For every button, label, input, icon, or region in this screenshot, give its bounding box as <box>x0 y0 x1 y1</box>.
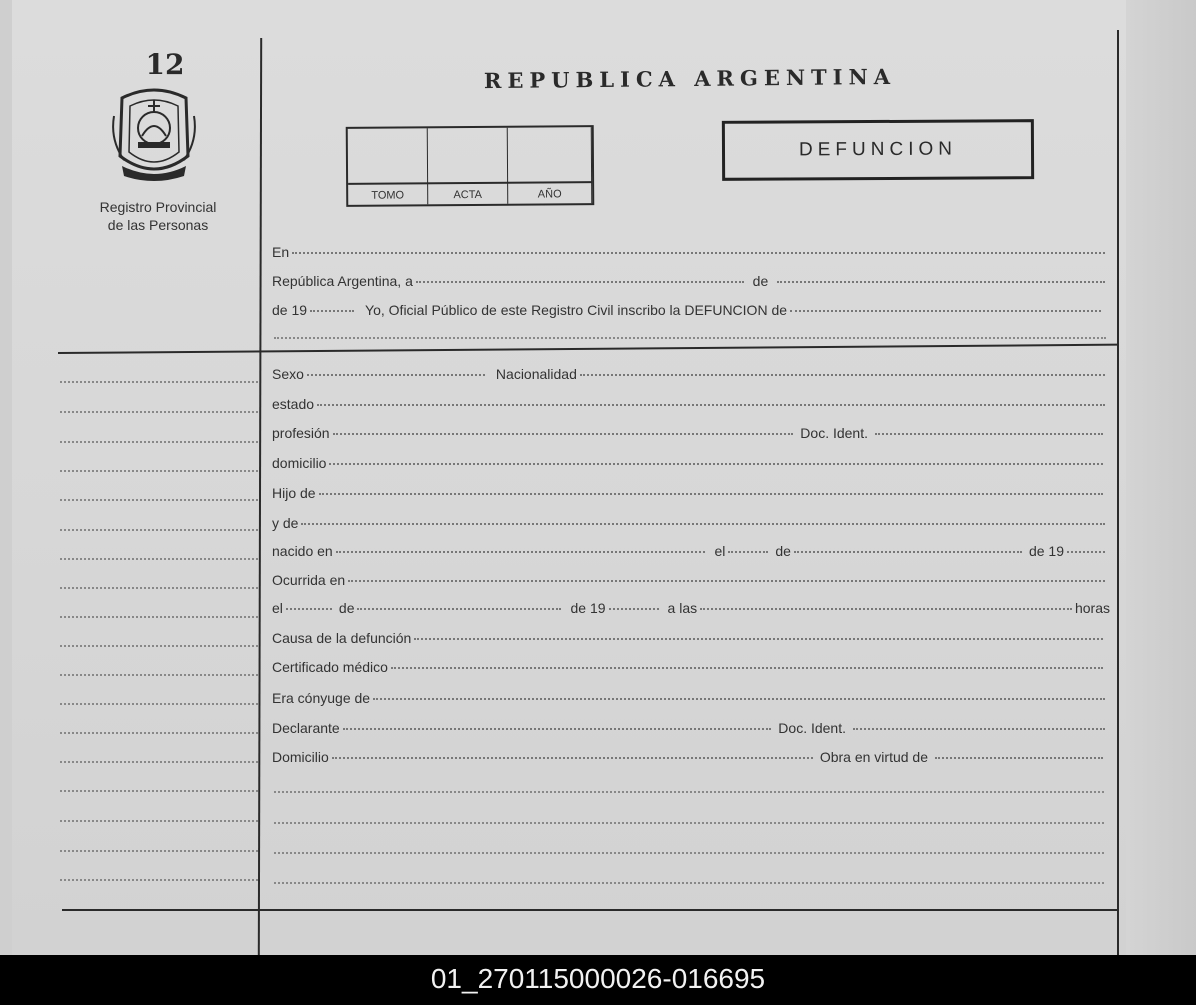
row-causa[interactable] <box>272 630 1106 648</box>
act-type-box <box>722 119 1034 181</box>
row-estado[interactable] <box>272 396 1108 414</box>
row-hijo-de[interactable] <box>272 485 1106 503</box>
domicilio-label: domicilio <box>272 455 327 471</box>
declarante-blank[interactable] <box>343 727 772 730</box>
tomo-label: TOMO <box>371 189 405 202</box>
margin-note-line[interactable] <box>60 380 258 383</box>
acta-label: ACTA <box>453 188 483 202</box>
continuation-blank-line[interactable] <box>274 851 1104 854</box>
province-emblem <box>108 86 200 186</box>
continuation-blank-line[interactable] <box>274 881 1104 884</box>
ocurrida-en-label: Ocurrida en <box>272 572 346 588</box>
domicilio2-blank[interactable] <box>332 756 813 759</box>
intro-inscription-text: Yo, Oficial Público de este Registro Civil inscribo la DEFUNCION de <box>365 302 788 318</box>
nacido-en-blank[interactable] <box>336 550 706 553</box>
declarante-label: Declarante <box>272 720 340 736</box>
margin-note-line[interactable] <box>60 878 258 881</box>
left-column-divider <box>258 38 262 955</box>
continuation-blank-line[interactable] <box>274 790 1104 793</box>
acta-cell[interactable] <box>428 128 509 205</box>
nacido-mes-blank[interactable] <box>794 550 1022 553</box>
intro-line-inscription[interactable] <box>272 302 1104 320</box>
a-las-label: a las <box>667 600 698 616</box>
intro-de-label: de <box>752 273 769 289</box>
profesion-blank[interactable] <box>333 432 794 435</box>
fecha-dia-blank[interactable] <box>286 607 332 610</box>
nacido-el-label: el <box>714 543 726 559</box>
act-type-label: DEFUNCION <box>798 138 958 161</box>
declarante-doc-label: Doc. Ident. <box>778 720 846 736</box>
margin-note-line[interactable] <box>60 731 258 734</box>
fecha-de19-label: de 19 <box>570 600 606 616</box>
sexo-blank[interactable] <box>307 373 485 376</box>
conyuge-label: Era cónyuge de <box>272 690 371 706</box>
margin-note-line[interactable] <box>60 789 258 792</box>
continuation-blank-line[interactable] <box>274 821 1104 824</box>
obra-blank[interactable] <box>935 756 1103 759</box>
ano-cell[interactable] <box>508 127 593 204</box>
right-border <box>1117 30 1119 955</box>
margin-note-line[interactable] <box>60 849 258 852</box>
row-y-de[interactable] <box>272 515 1108 533</box>
country-title: REPUBLICA ARGENTINA <box>483 63 897 94</box>
ano-label: AÑO <box>537 188 562 201</box>
intro-line-en[interactable] <box>272 244 1108 262</box>
causa-blank[interactable] <box>414 637 1103 640</box>
margin-note-line[interactable] <box>60 528 258 531</box>
margin-note-line[interactable] <box>60 644 258 647</box>
margin-note-line[interactable] <box>60 586 258 589</box>
doc-ident-blank[interactable] <box>875 432 1103 435</box>
hijo-de-label: Hijo de <box>272 485 316 501</box>
row-nacido-en[interactable] <box>272 543 1108 561</box>
doc-ident-label: Doc. Ident. <box>800 425 868 441</box>
hora-blank[interactable] <box>700 607 1072 610</box>
margin-note-line[interactable] <box>60 410 258 413</box>
nacido-de-label: de <box>775 543 791 559</box>
row-ocurrida-en[interactable] <box>272 572 1108 590</box>
row-fecha-hora[interactable] <box>272 600 1110 618</box>
row-profesion[interactable] <box>272 425 1106 443</box>
intro-deceased-blank[interactable] <box>790 309 1101 312</box>
nacionalidad-label: Nacionalidad <box>495 366 577 382</box>
margin-note-line[interactable] <box>60 673 258 676</box>
nacido-de19-label: de 19 <box>1028 543 1064 559</box>
nacido-anio-blank[interactable] <box>1067 550 1105 553</box>
row-sexo[interactable] <box>272 366 1108 384</box>
register-table <box>346 125 595 207</box>
intro-day-blank[interactable] <box>416 280 744 283</box>
margin-note-line[interactable] <box>60 469 258 472</box>
row-declarante[interactable] <box>272 720 1108 738</box>
causa-label: Causa de la defunción <box>272 630 412 646</box>
horas-label: horas <box>1074 600 1110 616</box>
margin-note-line[interactable] <box>60 440 258 443</box>
margin-note-line[interactable] <box>60 702 258 705</box>
domicilio-blank[interactable] <box>329 462 1103 465</box>
profesion-label: profesión <box>272 425 330 441</box>
tomo-cell[interactable] <box>348 128 429 205</box>
paper-left-edge <box>0 0 12 955</box>
nacionalidad-blank[interactable] <box>580 373 1105 376</box>
fecha-el-label: el <box>272 600 283 616</box>
y-de-blank[interactable] <box>301 522 1105 525</box>
scan-footer-bar <box>0 955 1196 1005</box>
domicilio2-label: Domicilio <box>272 749 329 765</box>
margin-note-line[interactable] <box>60 557 258 560</box>
intro-extra-blank[interactable] <box>274 336 1106 339</box>
row-conyuge[interactable] <box>272 690 1108 708</box>
margin-note-line[interactable] <box>60 498 258 501</box>
margin-note-line[interactable] <box>60 760 258 763</box>
fecha-de-label: de <box>338 600 355 616</box>
fecha-anio-blank[interactable] <box>609 607 659 610</box>
estado-label: estado <box>272 396 315 412</box>
intro-en-blank[interactable] <box>292 251 1105 254</box>
sexo-label: Sexo <box>272 366 304 382</box>
intro-republica-label: República Argentina, a <box>272 273 413 289</box>
fecha-mes-blank[interactable] <box>357 607 561 610</box>
scan-reference-code: 01_270115000026-016695 <box>430 963 766 994</box>
intro-year-blank[interactable] <box>310 309 354 312</box>
obra-label: Obra en virtud de <box>819 749 928 765</box>
row-domicilio-declarante[interactable] <box>272 749 1106 767</box>
row-certificado[interactable] <box>272 659 1106 677</box>
intro-month-blank[interactable] <box>777 280 1105 283</box>
registry-name: Registro Provincial de las Personas <box>99 199 217 233</box>
conyuge-blank[interactable] <box>373 697 1105 700</box>
declarante-doc-blank[interactable] <box>853 727 1105 730</box>
intro-line-date[interactable] <box>272 273 1108 291</box>
certificado-blank[interactable] <box>391 666 1103 669</box>
ocurrida-en-blank[interactable] <box>348 579 1105 582</box>
nacido-dia-blank[interactable] <box>728 550 768 553</box>
nacido-en-label: nacido en <box>272 543 333 559</box>
page-number: 12 <box>145 48 185 81</box>
intro-year-label: de 19 <box>272 302 308 318</box>
certificado-label: Certificado médico <box>272 659 388 675</box>
y-de-label: y de <box>272 515 299 531</box>
header-separator <box>58 344 1118 354</box>
intro-en-label: En <box>272 244 290 260</box>
margin-note-line[interactable] <box>60 819 258 822</box>
paper-right-edge <box>1126 0 1196 955</box>
bottom-rule <box>62 909 1118 911</box>
hijo-de-blank[interactable] <box>319 492 1103 495</box>
margin-note-line[interactable] <box>60 615 258 618</box>
row-domicilio[interactable] <box>272 455 1106 473</box>
estado-blank[interactable] <box>317 403 1105 406</box>
